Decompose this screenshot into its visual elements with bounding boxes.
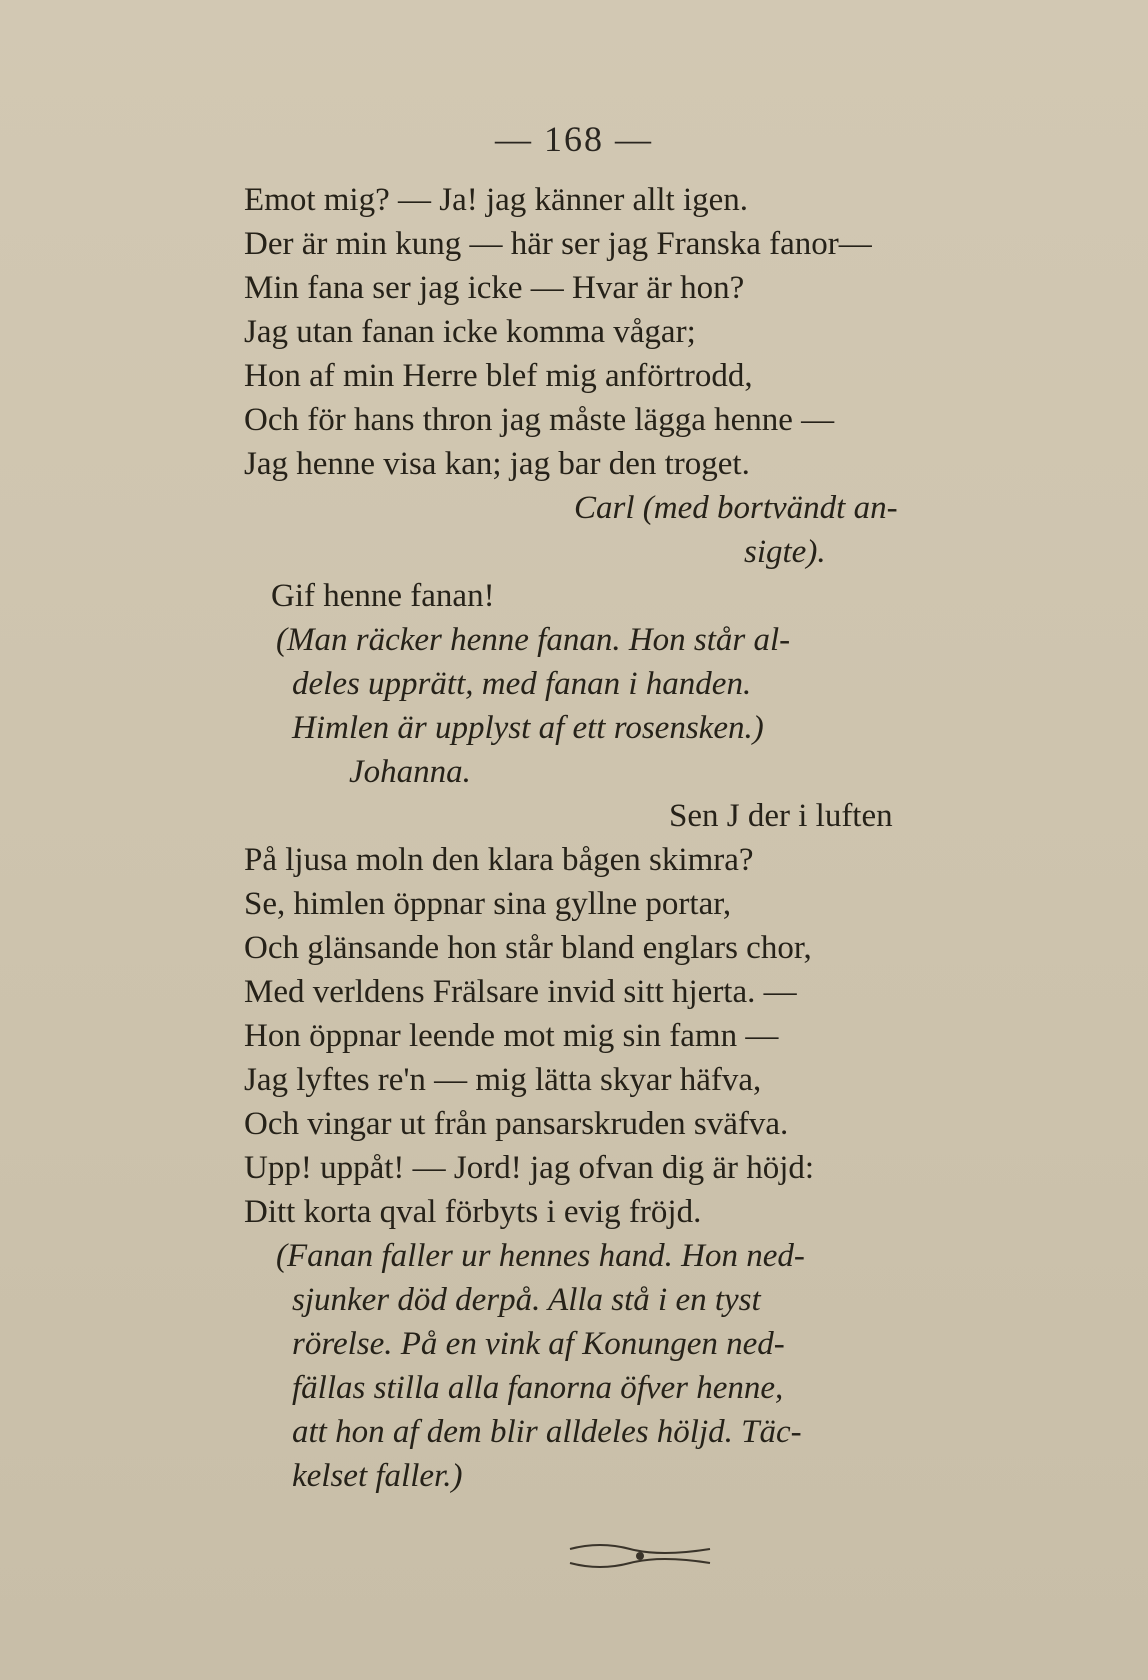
text-line: Och för hans thron jag måste lägga henne — [244,402,835,438]
text-line: Jag utan fanan icke komma vågar; [244,314,696,350]
text-line: Emot mig? — Ja! jag känner allt igen. [244,182,749,218]
text-line: sigte). [744,534,826,570]
text-line: fällas stilla alla fanorna öfver henne, [292,1370,784,1406]
text-line: att hon af dem blir alldeles höljd. Täc- [292,1414,802,1450]
text-line: Sen J der i luften [669,798,893,834]
text-line: (Fanan faller ur hennes hand. Hon ned- [276,1238,805,1274]
page-text [244,178,1044,1498]
text-line: Och glänsande hon står bland englars chor, [244,930,812,966]
text-line: Carl (med bortvändt an- [574,490,898,526]
text-line: Hon af min Herre blef mig anförtrodd, [244,358,753,394]
page-number: — 168 — [495,119,653,159]
text-line: Upp! uppåt! — Jord! jag ofvan dig är höjd: [244,1150,815,1186]
text-line: kelset faller.) [292,1458,463,1494]
text-line: Se, himlen öppnar sina gyllne portar, [244,886,732,922]
text-line: Och vingar ut från pansarskruden sväfva. [244,1106,789,1142]
text-line: Der är min kung — här ser jag Franska fanor— [244,226,872,262]
text-line: På ljusa moln den klara bågen skimra? [244,842,754,878]
text-line: Ditt korta qval förbyts i evig fröjd. [244,1194,702,1230]
text-line: Himlen är upplyst af ett rosensken.) [292,710,764,746]
text-line: sjunker död derpå. Alla stå i en tyst [292,1282,761,1318]
text-line: Min fana ser jag icke — Hvar är hon? [244,270,745,306]
text-line: (Man räcker henne fanan. Hon står al- [276,622,791,658]
text-line: Hon öppnar leende mot mig sin famn — [244,1018,779,1054]
text-line: deles upprätt, med fanan i handen. [292,666,752,702]
text-line: Jag henne visa kan; jag bar den troget. [244,446,750,482]
end-ornament [560,1537,720,1577]
text-line: rörelse. På en vink af Konungen ned- [292,1326,785,1362]
text-line: Gif henne fanan! [271,578,495,614]
text-line: Johanna. [349,754,471,790]
text-line: Jag lyftes re'n — mig lätta skyar häfva, [244,1062,762,1098]
text-line: Med verldens Frälsare invid sitt hjerta. — [244,974,797,1010]
